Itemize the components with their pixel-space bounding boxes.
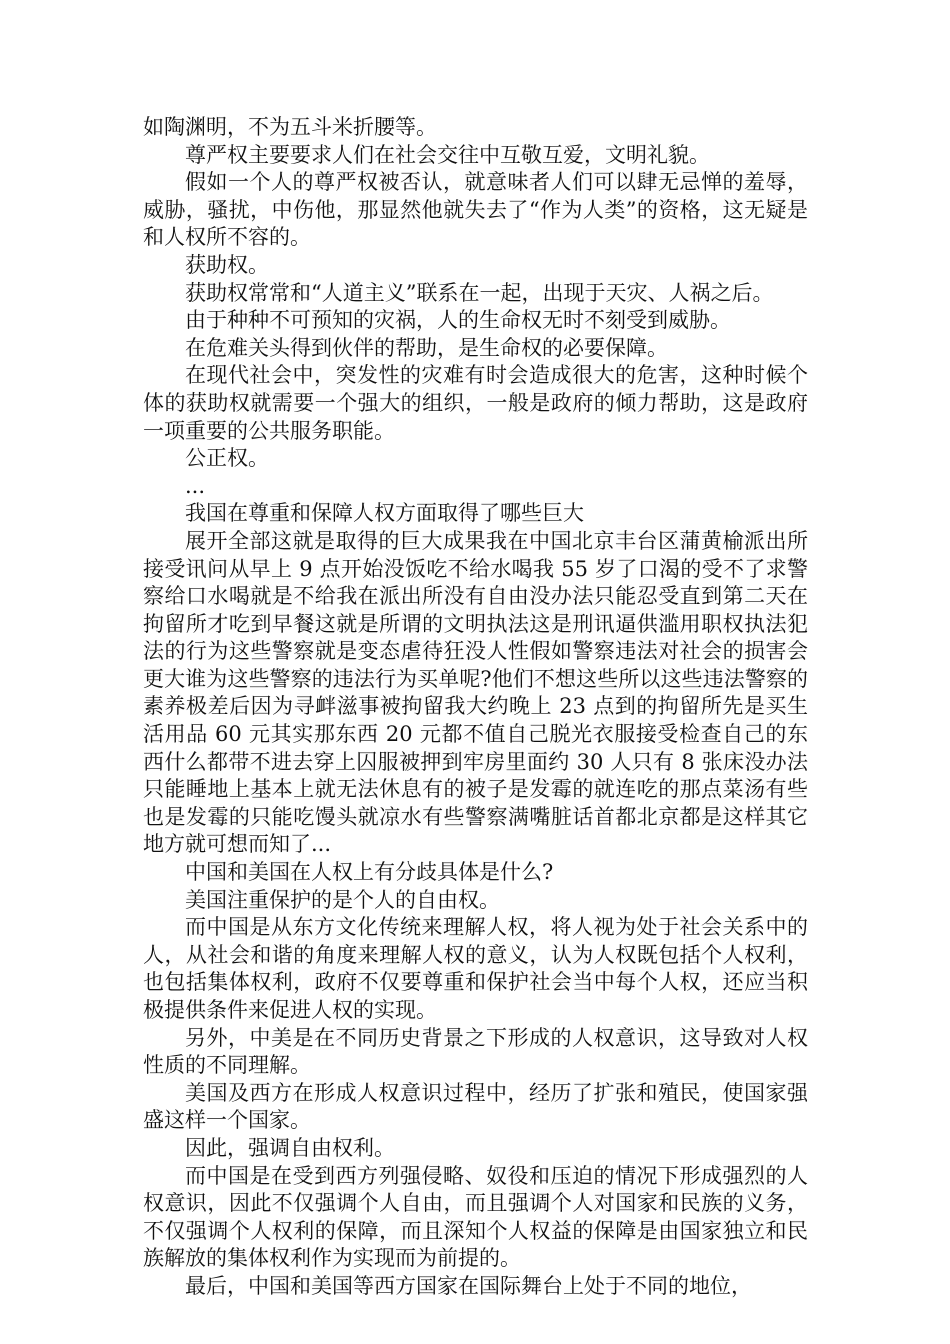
paragraph: 公正权。: [185, 446, 269, 471]
ellipsis-paragraph: ...: [185, 473, 206, 498]
paragraph: 如陶渊明，不为五斗米折腰等。: [143, 115, 437, 139]
paragraph: 美国注重保护的是个人的自由权。: [185, 887, 500, 912]
paragraph: 在危难关头得到伙伴的帮助，是生命权的必要保障。: [185, 335, 668, 360]
paragraph: 展开全部这就是取得的巨大成果我在中国北京丰台区蒲黄榆派出所接受讯问从早上 9 点开始没饭吃不给水喝我 55 岁了口渴的受不了求警察给口水喝就是不给我在派出所没有自由没办法只能忍受直到第二天在拘留所才吃到早餐这就是所谓的文明执法这是刑讯逼供滥用职权执法犯法的行为这些警察就是变态虐待狂没人性假如警察违法对社会的损害会更大谁为这些警察的违法行为买单呢?他们不想这些所以这些违法警察的素养极差后因为寻衅滋事被拘留我大约晚上 23 点到的拘留所先是买生活用品 60 元其实那东西 20 元都不值自己脱光衣服接受检查自己的东西什么都带不进去穿上囚服被押到牢房里面约 30 人只有 8 张床没办法只能睡地上基本上就无法休息有的被子是发霉的就连吃的那点菜汤有些也是发霉的只能吃馒头就凉水有些警察满嘴脏话首都北京都是这样其它地方就可想而知了...: [143, 528, 808, 857]
paragraph: 获助权。: [185, 252, 269, 277]
paragraph: 由于种种不可预知的灾祸，人的生命权无时不刻受到威胁。: [185, 308, 731, 333]
paragraph: 而中国是从东方文化传统来理解人权，将人视为处于社会关系中的人，从社会和谐的角度来理解人权的意义，认为人权既包括个人权利，也包括集体权利，政府不仅要尊重和保护社会当中每个人权，还应当积极提供条件来促进人权的实现。: [143, 915, 808, 1022]
paragraph: 假如一个人的尊严权被否认，就意味者人们可以肆无忌惮的羞辱，威胁，骚扰，中伤他，那显然他就失去了“作为人类”的资格，这无疑是和人权所不容的。: [143, 170, 808, 250]
paragraph: 美国及西方在形成人权意识过程中，经历了扩张和殖民，使国家强盛这样一个国家。: [143, 1080, 808, 1133]
paragraph: 获助权常常和“人道主义”联系在一起，出现于天灾、人祸之后。: [185, 280, 774, 305]
paragraph: 最后，中国和美国等西方国家在国际舞台上处于不同的地位，: [185, 1273, 752, 1298]
paragraph: 而中国是在受到西方列强侵略、奴役和压迫的情况下形成强烈的人权意识，因此不仅强调个人自由，而且强调个人对国家和民族的义务，不仅强调个人权利的保障，而且深知个人权益的保障是由国家独立和民族解放的集体权利作为实现而为前提的。: [143, 1163, 808, 1271]
question-heading: 中国和美国在人权上有分歧具体是什么?: [185, 860, 554, 885]
document-body: [143, 114, 808, 1301]
paragraph: 另外，中美是在不同历史背景之下形成的人权意识，这导致对人权性质的不同理解。: [143, 1025, 808, 1078]
question-heading: 我国在尊重和保障人权方面取得了哪些巨大: [185, 501, 584, 526]
paragraph: 在现代社会中，突发性的灾难有时会造成很大的危害，这种时候个体的获助权就需要一个强大的组织，一般是政府的倾力帮助，这是政府一项重要的公共服务职能。: [143, 363, 808, 443]
paragraph: 尊严权主要要求人们在社会交往中互敬互爱，文明礼貌。: [185, 142, 710, 167]
paragraph: 因此，强调自由权利。: [185, 1135, 395, 1160]
